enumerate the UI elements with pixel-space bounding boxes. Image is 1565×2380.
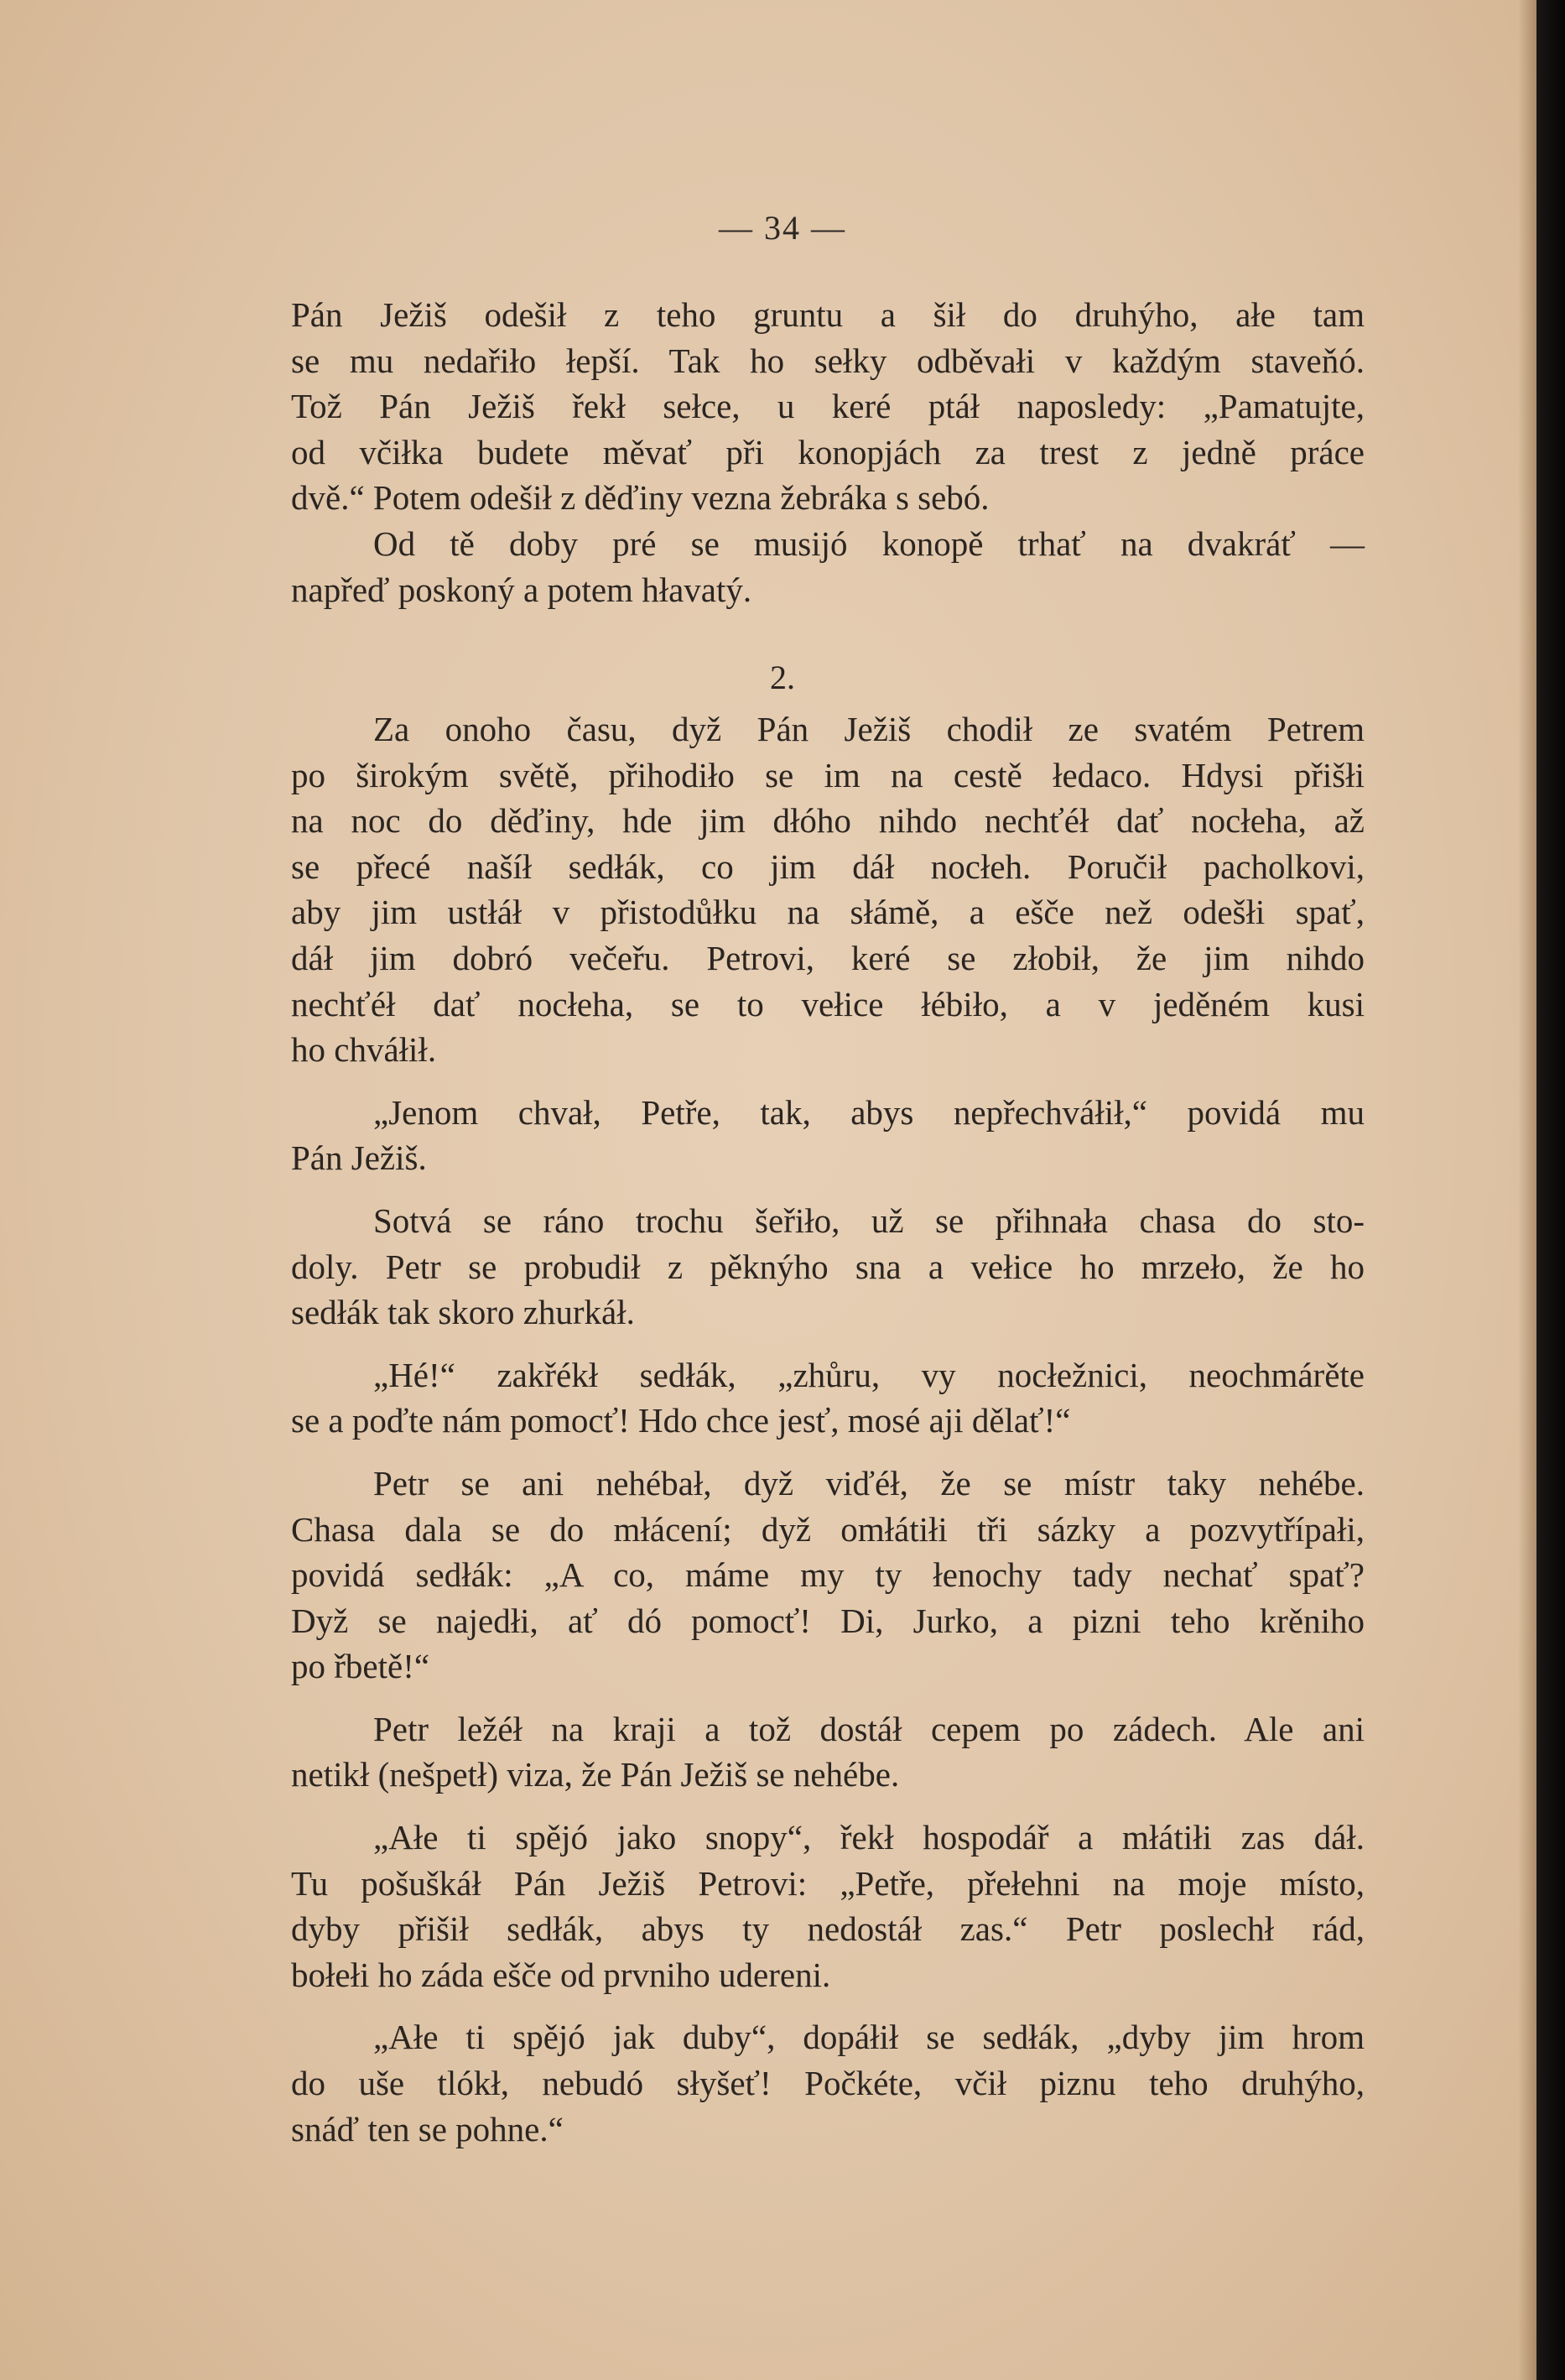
text-line: netikł (nešpetł) viza, že Pán Ježiš se nehébe.	[291, 1755, 900, 1794]
text-line: „Jenom chvał, Petře, tak, abys nepřechváłił,“ povidá mu	[373, 1092, 1365, 1132]
text-line: bołełi ho záda ešče od prvniho udereni.	[291, 1955, 831, 1994]
text-line: nechťéł dať nocłeha, se to vełice łébiło, a v jeděném kusi	[291, 984, 1365, 1023]
text-line: se a poďte nám pomocť! Hdo chce jesť, mosé aji dělať!“	[291, 1401, 1071, 1440]
text-line: sedłák tak skoro zhurkáł.	[291, 1293, 635, 1332]
text-line: po řbetě!“	[291, 1647, 430, 1686]
text-line: Petr se ani nehébał, dyž viďéł, že se místr taky nehébe.	[373, 1463, 1365, 1502]
section-number: 2.	[770, 659, 795, 696]
text-line: aby jim ustłáł v přistodůłku na słámě, a ešče než odešłi spať,	[291, 893, 1365, 932]
text-line: dáł jim dobró večeřu. Petrovi, keré se złobił, že jim nihdo	[291, 938, 1365, 977]
text-line: doly. Petr se probudił z pěknýho sna a vełice ho mrzeło, že ho	[291, 1247, 1365, 1286]
text-line: „Hé!“ zakřékł sedłák, „zhůru, vy nocłežnici, neochmárěte	[373, 1355, 1365, 1394]
text-line: Tož Pán Ježiš řekł sełce, u keré ptáł naposledy: „Pamatujte,	[291, 387, 1365, 426]
text-line: dyby přišił sedłák, abys ty nedostáł zas.“ Petr poslechł rád,	[291, 1909, 1365, 1949]
text-line: od včiłka budete měvať při konopjách za trest z jedně práce	[291, 432, 1365, 471]
text-line: Chasa dala se do młácení; dyž omłátiłi tři sázky a pozvytřípałi,	[291, 1509, 1365, 1549]
text-line: Tu pošuškáł Pán Ježiš Petrovi: „Petře, přełehni na moje místo,	[291, 1863, 1365, 1903]
book-spine-shadow	[1536, 0, 1565, 2380]
page-number: — 34 —	[719, 209, 846, 247]
text-line: snáď ten se pohne.“	[291, 2109, 564, 2148]
text-line: se přecé našíł sedłák, co jim dáł nocłeh. Poručił pacholkovi,	[291, 846, 1365, 886]
text-line: Sotvá se ráno trochu šeřiło, už se přihnała chasa do sto-	[373, 1200, 1365, 1240]
text-line: dvě.“ Potem odešił z děďiny vezna žebráka s sebó.	[291, 478, 990, 518]
text-line: Pán Ježiš.	[291, 1138, 427, 1178]
text-line: Dyž se najedłi, ať dó pomocť! Di, Jurko, a pizni teho krěniho	[291, 1601, 1365, 1640]
text-line: Petr ležéł na kraji a tož dostáł cepem po zádech. Ale ani	[373, 1709, 1365, 1748]
text-line: se mu nedařiło łepší. Tak ho sełky odběvałi v každým staveňó.	[291, 341, 1365, 380]
paragraph-block-1	[291, 292, 1365, 612]
paragraph-block-2	[291, 706, 1365, 2152]
text-line: do uše tlókł, nebudó słyšeť! Počkéte, včił piznu teho druhýho,	[291, 2064, 1365, 2103]
text-line: po širokým světě, přihodiło se im na cestě łedaco. Hdysi přišłi	[291, 755, 1365, 794]
text-line: Za onoho času, dyž Pán Ježiš chodił ze svatém Petrem	[373, 710, 1365, 748]
text-line: Pán Ježiš odešił z teho gruntu a šił do druhýho, ałe tam	[291, 295, 1365, 334]
text-line: Od tě doby pré se musijó konopě trhať na dvakráť —	[373, 523, 1365, 563]
text-line: napřeď poskoný a potem hłavatý.	[291, 570, 752, 609]
text-line: povidá sedłák: „A co, máme my ty łenochy tady nechať spať?	[291, 1555, 1365, 1595]
text-line: ho chváłił.	[291, 1030, 437, 1070]
text-line: „Ałe ti spějó jak duby“, dopáłił se sedłák, „dyby jim hrom	[373, 2018, 1365, 2057]
text-line: „Ałe ti spějó jako snopy“, řekł hospodář a młátiłi zas dáł.	[373, 1818, 1365, 1857]
text-line: na noc do děďiny, hde jim dłóho nihdo nechťéł dať nocłeha, až	[291, 801, 1365, 841]
